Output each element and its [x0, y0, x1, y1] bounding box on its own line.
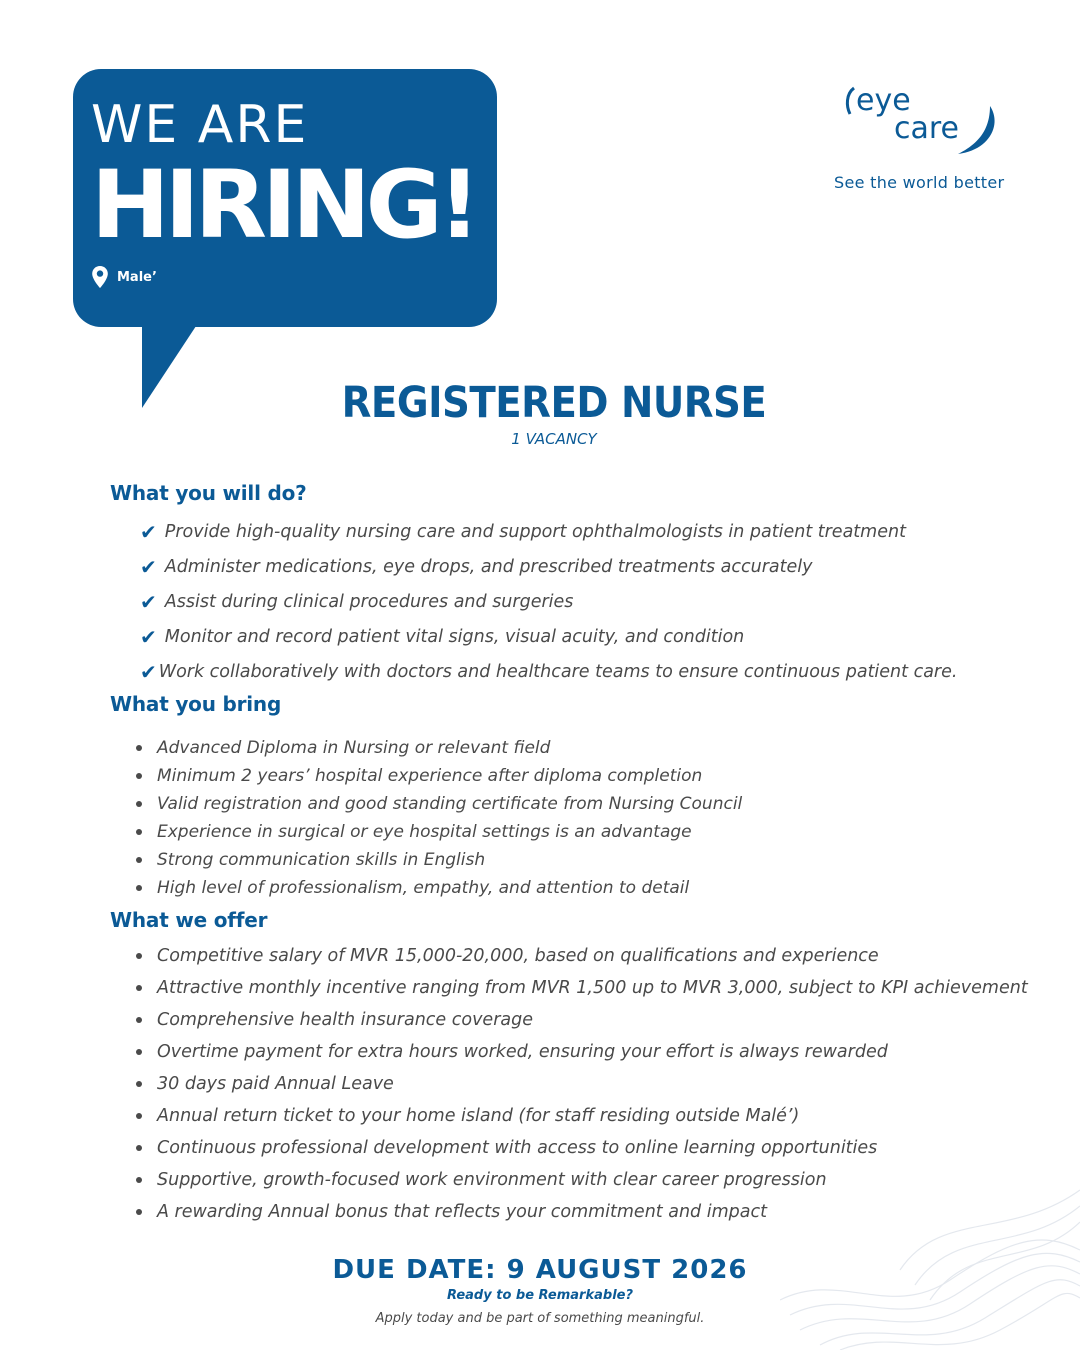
list-item: Annual return ticket to your home island (for staff residing outside Malé’): [130, 1105, 1070, 1137]
logo-mark: [840, 80, 1010, 158]
bullet-icon: [136, 953, 142, 959]
eye-care-logo: [840, 80, 1010, 158]
bullet-icon: [136, 885, 142, 891]
bullet-icon: [136, 801, 142, 807]
list-item: Minimum 2 years’ hospital experience after diploma completion: [130, 765, 1070, 793]
list-item: Supportive, growth-focused work environment with clear career progression: [130, 1169, 1070, 1201]
section-heading-what-we-offer: What we offer: [110, 908, 268, 932]
bullet-icon: [136, 1017, 142, 1023]
list-item: Comprehensive health insurance coverage: [130, 1009, 1070, 1041]
logo-word-care: care: [894, 111, 960, 146]
checkmark-icon: ✔: [140, 660, 157, 684]
bullet-icon: [136, 1209, 142, 1215]
cta-text: Ready to be Remarkable?: [446, 1288, 634, 1303]
bullet-icon: [136, 829, 142, 835]
section-heading-what-you-will-do: What you will do?: [110, 481, 307, 505]
benefits-list: [130, 945, 1070, 1233]
job-title: REGISTERED NURSE: [341, 378, 767, 428]
list-item: Continuous professional development with access to online learning opportunities: [130, 1137, 1070, 1169]
bullet-icon: [136, 985, 142, 991]
location: [91, 265, 157, 289]
duty-item: ✔ Administer medications, eye drops, and prescribed treatments accurately: [140, 555, 813, 579]
section-heading-what-you-bring: What you bring: [110, 692, 282, 716]
map-pin-icon: [91, 265, 109, 289]
banner-line-hiring: HIRING!: [91, 151, 476, 260]
apply-text: Apply today and be part of something meaningful.: [375, 1311, 705, 1326]
tagline: See the world better: [834, 173, 1005, 192]
list-item: Valid registration and good standing certificate from Nursing Council: [130, 793, 1070, 821]
bullet-icon: [136, 857, 142, 863]
bullet-icon: [136, 1145, 142, 1151]
duties-list: [140, 520, 1070, 695]
list-item: Attractive monthly incentive ranging from MVR 1,500 up to MVR 3,000, subject to KPI achievement: [130, 977, 1070, 1009]
bullet-icon: [136, 1049, 142, 1055]
list-item: High level of professionalism, empathy, and attention to detail: [130, 877, 1070, 905]
bullet-icon: [136, 773, 142, 779]
checkmark-icon: ✔: [140, 625, 157, 649]
list-item: Advanced Diploma in Nursing or relevant field: [130, 737, 1070, 765]
list-item: Overtime payment for extra hours worked, ensuring your effort is always rewarded: [130, 1041, 1070, 1073]
hiring-banner: [73, 69, 497, 327]
banner-line-we-are: WE ARE: [91, 95, 309, 155]
bullet-icon: [136, 745, 142, 751]
duty-item: ✔ Assist during clinical procedures and surgeries: [140, 590, 574, 614]
checkmark-icon: ✔: [140, 520, 157, 544]
bullet-icon: [136, 1113, 142, 1119]
checkmark-icon: ✔: [140, 590, 157, 614]
duty-item: ✔ Monitor and record patient vital signs, visual acuity, and condition: [140, 625, 745, 649]
location-label: Male’: [117, 269, 157, 285]
logo-word-eye: eye: [856, 83, 911, 118]
bullet-icon: [136, 1081, 142, 1087]
list-item: Competitive salary of MVR 15,000-20,000, based on qualifications and experience: [130, 945, 1070, 977]
list-item: Strong communication skills in English: [130, 849, 1070, 877]
duty-item: ✔ Provide high-quality nursing care and support ophthalmologists in patient treatment: [140, 520, 906, 544]
duty-item: ✔ Work collaboratively with doctors and healthcare teams to ensure continuous patient care.: [140, 660, 958, 684]
bullet-icon: [136, 1177, 142, 1183]
requirements-list: [130, 737, 1070, 905]
list-item: 30 days paid Annual Leave: [130, 1073, 1070, 1105]
list-item: Experience in surgical or eye hospital settings is an advantage: [130, 821, 1070, 849]
vacancy-count: 1 VACANCY: [511, 430, 597, 448]
due-date: DUE DATE: 9 AUGUST 2026: [332, 1255, 748, 1285]
list-item: A rewarding Annual bonus that reflects your commitment and impact: [130, 1201, 1070, 1233]
checkmark-icon: ✔: [140, 555, 157, 579]
